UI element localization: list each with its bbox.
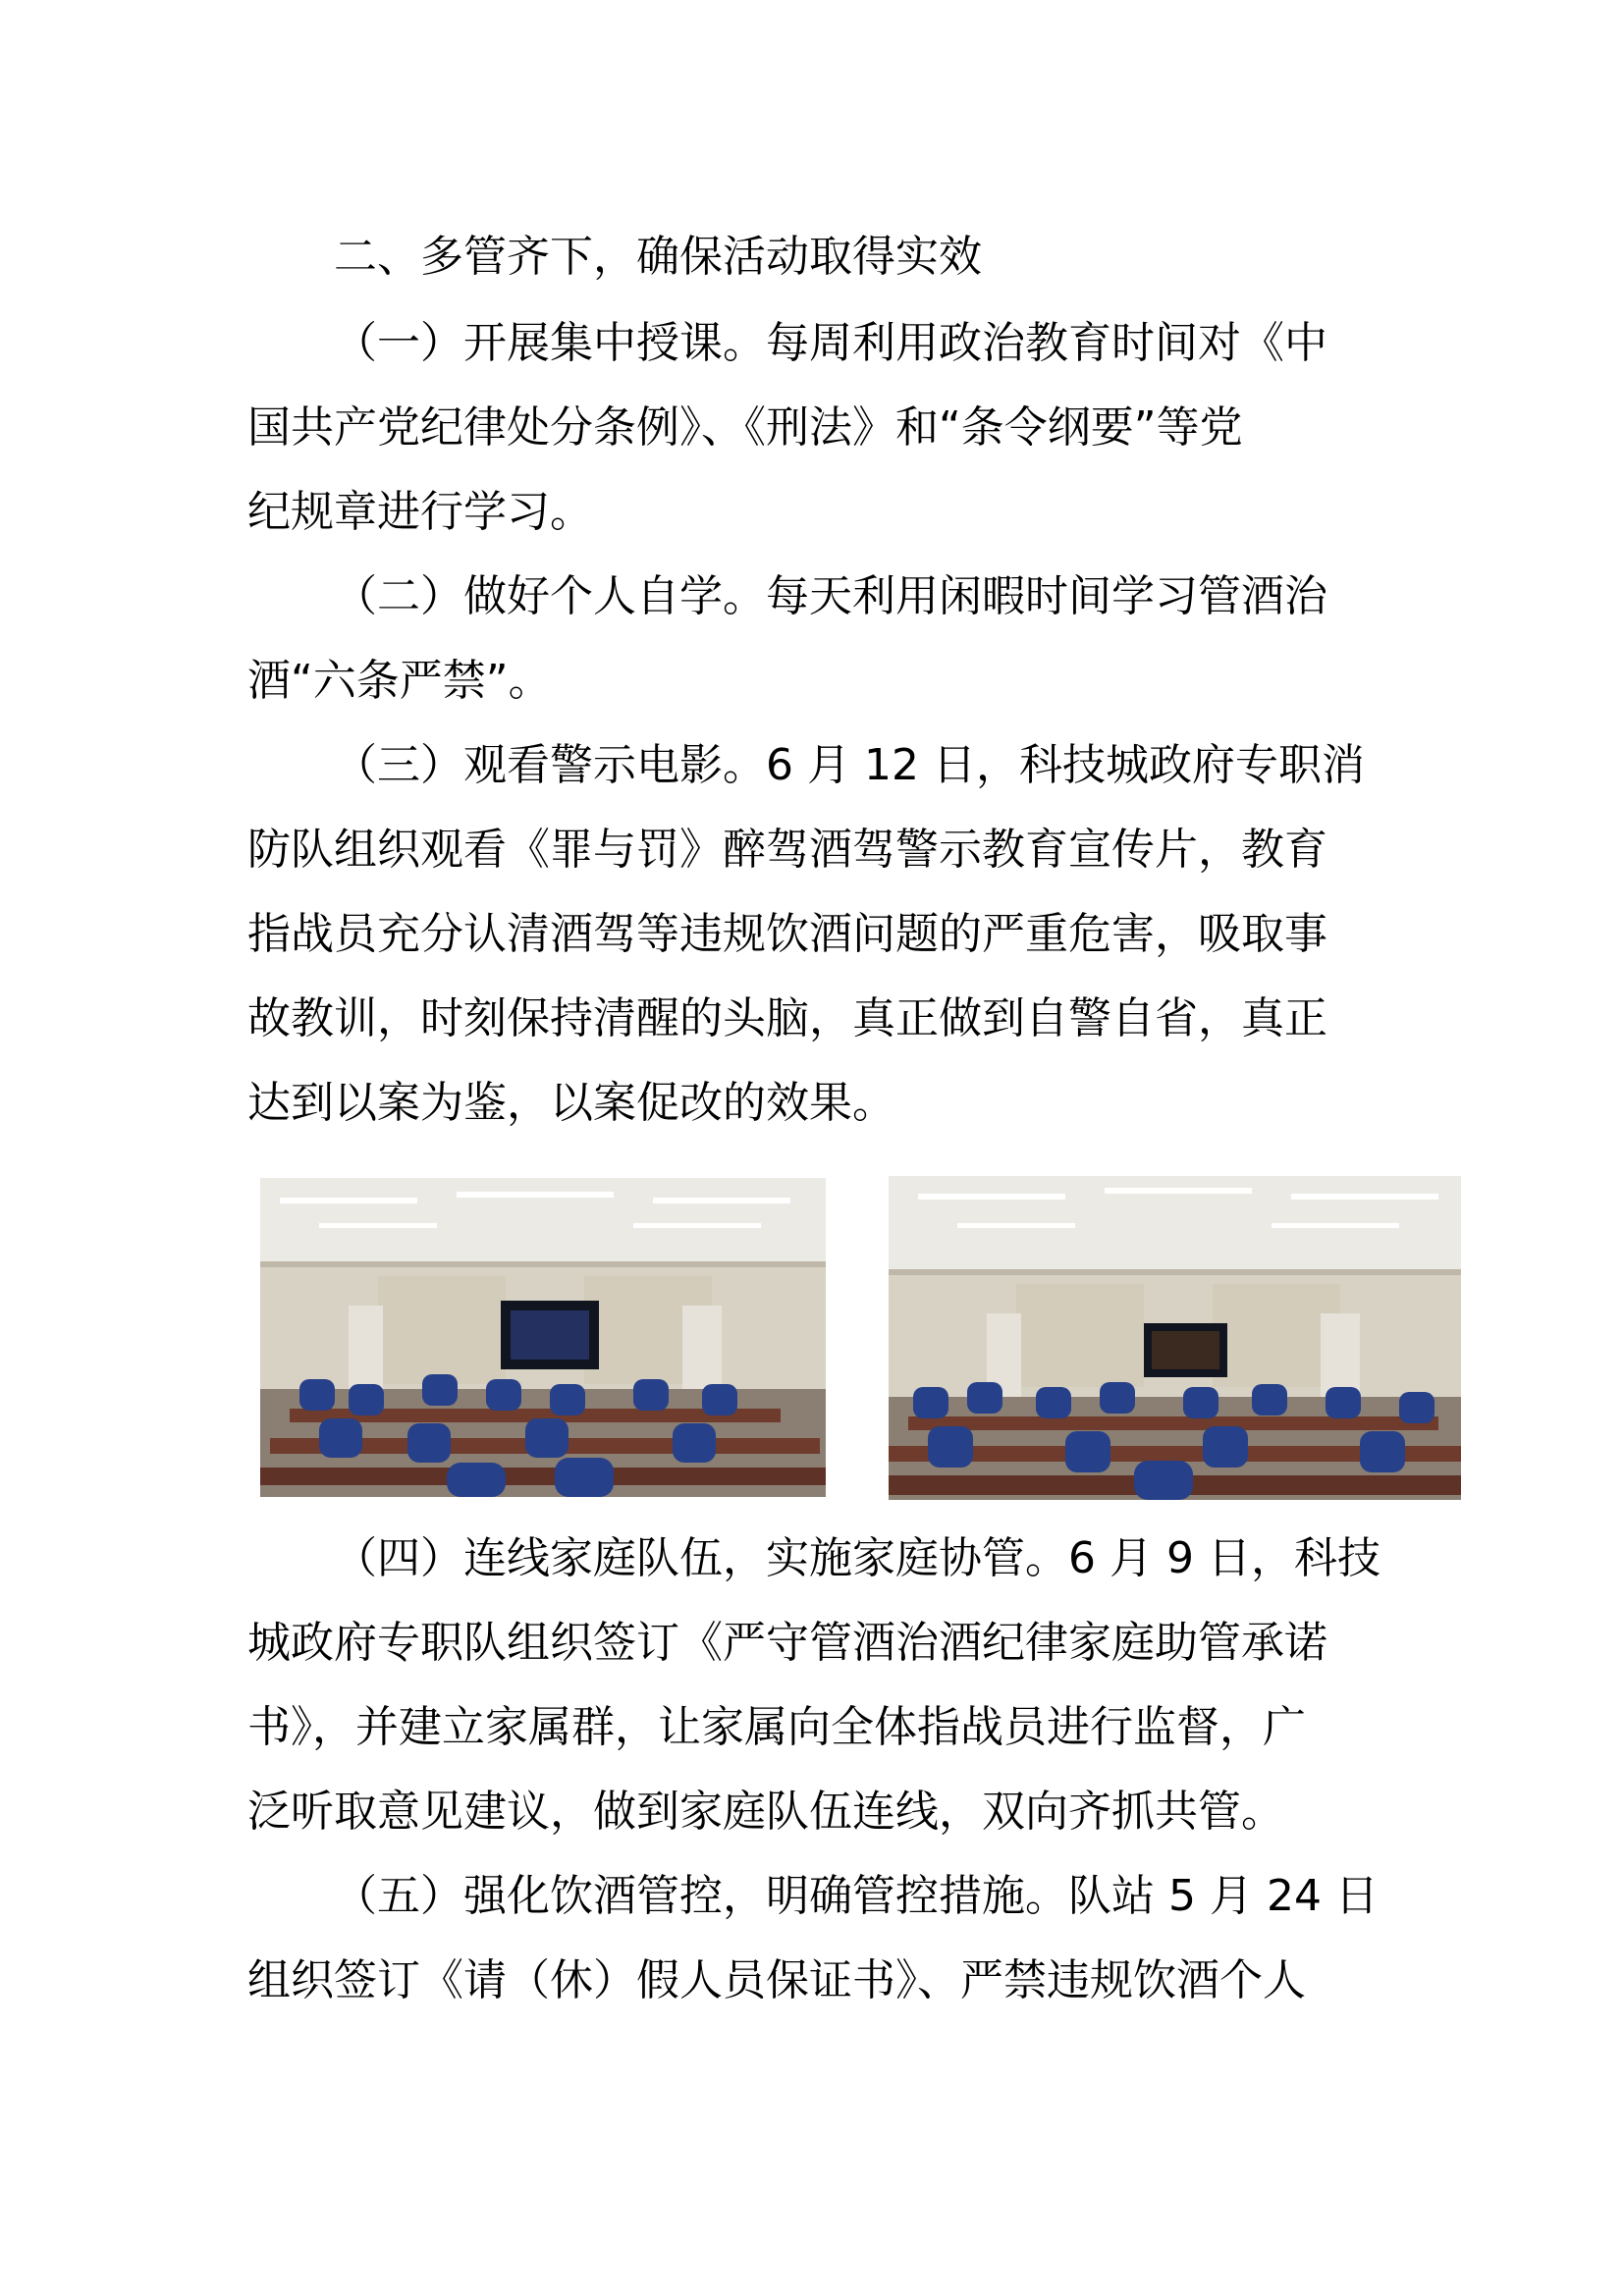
photo-meeting-room-right bbox=[889, 1176, 1461, 1500]
paragraph-4-line-2: 城政府专职队组织签订《严守管酒治酒纪律家庭助管承诺 bbox=[247, 1618, 1327, 1668]
paragraph-3-line-2: 防队组织观看《罪与罚》醉驾酒驾警示教育宣传片，教育 bbox=[247, 825, 1327, 875]
paragraph-4-line-4: 泛听取意见建议，做到家庭队伍连线，双向齐抓共管。 bbox=[247, 1787, 1284, 1837]
paragraph-3-line-5: 达到以案为鉴，以案促改的效果。 bbox=[247, 1078, 895, 1128]
paragraph-3-line-4: 故教训，时刻保持清醒的头脑，真正做到自警自省，真正 bbox=[247, 993, 1327, 1043]
paragraph-1-line-1: （一）开展集中授课。每周利用政治教育时间对《中 bbox=[334, 318, 1327, 368]
paragraph-4-line-3: 书》，并建立家属群，让家属向全体指战员进行监督，广 bbox=[247, 1702, 1306, 1752]
paragraph-1-line-2: 国共产党纪律处分条例》、《刑法》和“条令纲要”等党 bbox=[247, 402, 1243, 453]
paragraph-3-line-3: 指战员充分认清酒驾等违规饮酒问题的严重危害，吸取事 bbox=[247, 909, 1327, 959]
photo-meeting-room-left bbox=[260, 1178, 826, 1497]
paragraph-2-line-2: 酒“六条严禁”。 bbox=[247, 656, 552, 706]
paragraph-2-line-1: （二）做好个人自学。每天利用闲暇时间学习管酒治 bbox=[334, 571, 1327, 621]
paragraph-5-line-1: （五）强化饮酒管控，明确管控措施。队站 5 月 24 日 bbox=[334, 1871, 1379, 1921]
photo-meeting-room-left-illustration bbox=[260, 1178, 826, 1497]
paragraph-3-line-1: （三）观看警示电影。6 月 12 日，科技城政府专职消 bbox=[334, 740, 1365, 790]
photo-meeting-room-right-illustration bbox=[889, 1176, 1461, 1500]
paragraph-5-line-2: 组织签订《请（休）假人员保证书》、严禁违规饮酒个人 bbox=[247, 1955, 1306, 2005]
paragraph-1-line-3: 纪规章进行学习。 bbox=[247, 487, 593, 537]
section-heading: 二、多管齐下，确保活动取得实效 bbox=[334, 232, 982, 282]
paragraph-4-line-1: （四）连线家庭队伍，实施家庭协管。6 月 9 日，科技 bbox=[334, 1533, 1380, 1583]
